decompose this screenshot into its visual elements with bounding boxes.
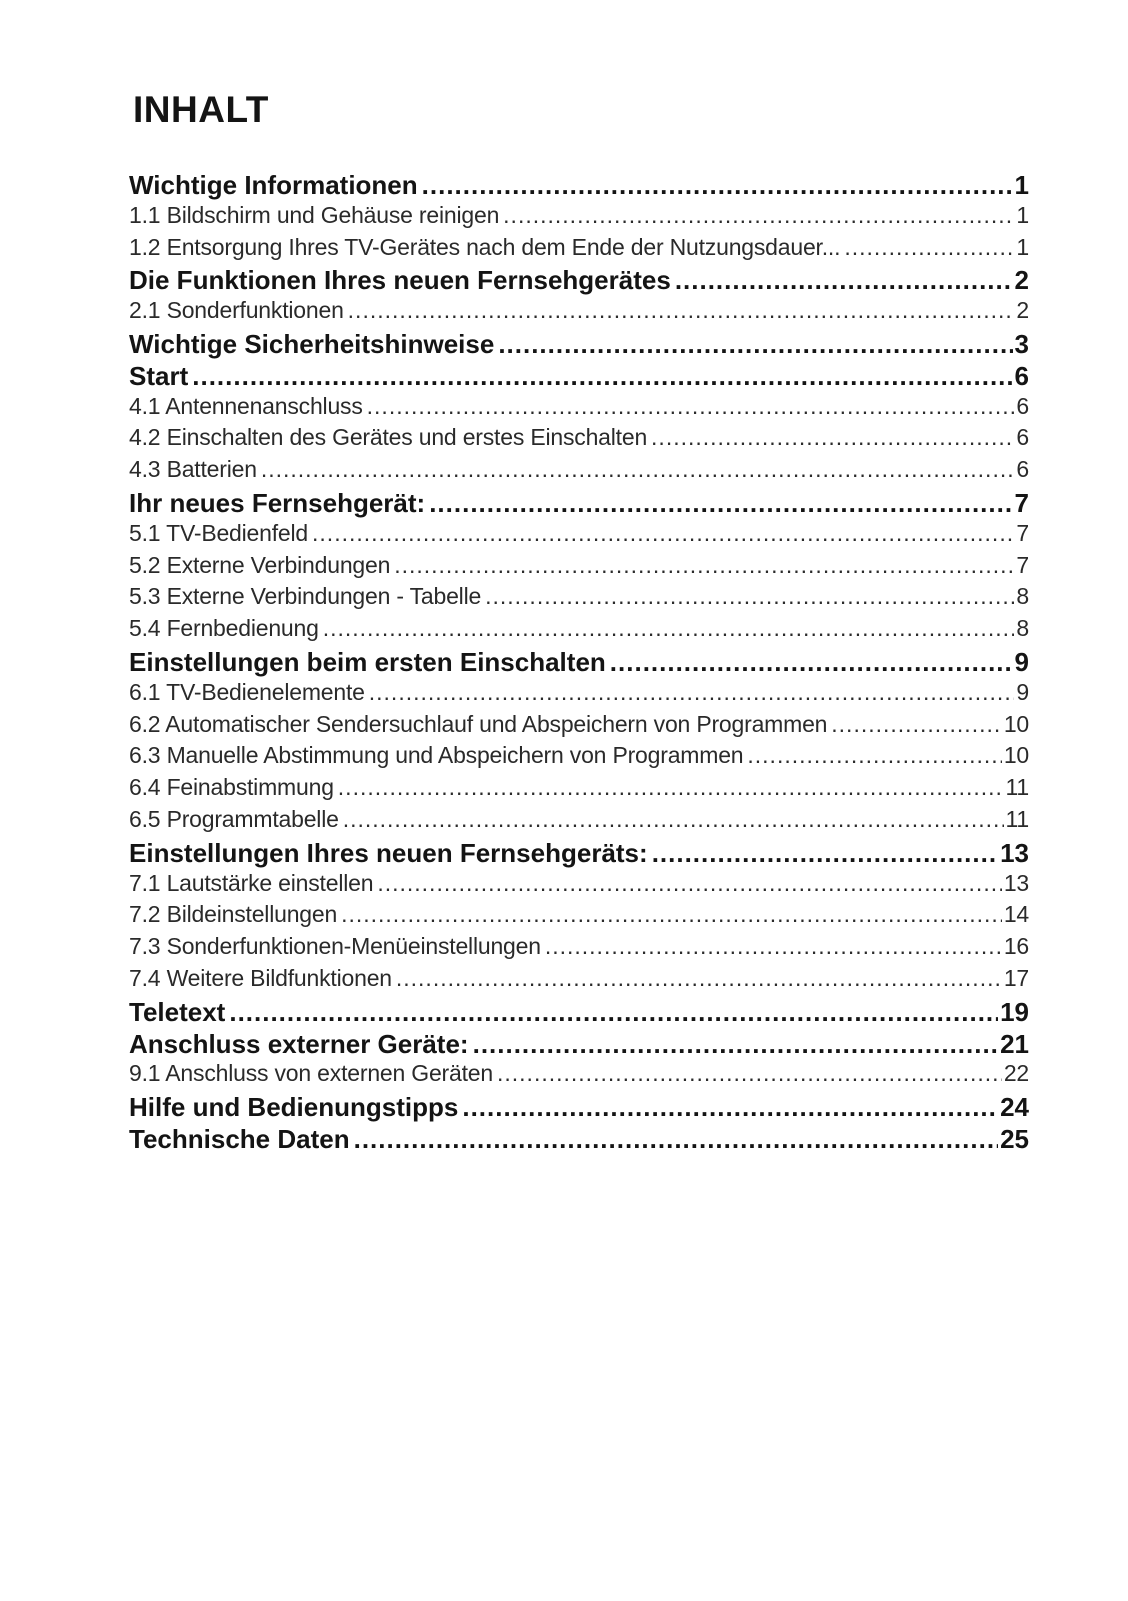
toc-entry-label: Technische Daten <box>129 1123 350 1154</box>
toc-section-entry <box>129 520 1029 552</box>
toc-dot-leader <box>610 647 1013 678</box>
toc-entry-label: 6.5 Programmtabelle <box>129 805 339 832</box>
toc-chapter-entry <box>129 265 1029 297</box>
toc-page-number: 6 <box>1014 360 1029 391</box>
toc-section-entry <box>129 552 1029 584</box>
toc-page-number: 10 <box>1003 742 1029 769</box>
toc-dot-leader <box>422 170 1013 201</box>
toc-entry-label: 7.3 Sonderfunktionen-Menüeinstellungen <box>129 933 541 960</box>
toc-entry-label: 1.1 Bildschirm und Gehäuse reinigen <box>129 201 500 228</box>
toc-section-entry <box>129 870 1029 902</box>
toc-chapter-entry <box>129 1029 1029 1061</box>
page-title: INHALT <box>133 89 269 130</box>
toc-section-entry <box>129 424 1029 456</box>
toc-dot-leader <box>323 615 1015 642</box>
toc-dot-leader <box>545 933 1002 960</box>
toc-page-number: 8 <box>1016 615 1029 642</box>
toc-dot-leader <box>338 774 1004 801</box>
toc-entry-label: Wichtige Sicherheitshinweise <box>129 328 495 359</box>
toc-page-number: 9 <box>1014 646 1029 677</box>
toc-dot-leader <box>192 361 1012 392</box>
toc-page-number: 2 <box>1016 297 1029 324</box>
toc-entry-label: 5.3 Externe Verbindungen - Tabelle <box>129 583 482 610</box>
toc-chapter-entry <box>129 170 1029 202</box>
toc-section-entry <box>129 711 1029 743</box>
toc-page-number: 8 <box>1016 583 1029 610</box>
toc-page-number: 7 <box>1014 487 1029 518</box>
toc-entry-label: 4.3 Batterien <box>129 456 257 483</box>
toc-dot-leader <box>312 520 1014 547</box>
toc-chapter-entry <box>129 329 1029 361</box>
toc-entry-label: 9.1 Anschluss von externen Geräten <box>129 1060 493 1087</box>
toc-dot-leader <box>473 1029 998 1060</box>
toc-page-number: 6 <box>1016 424 1029 451</box>
toc-dot-leader <box>343 806 1004 833</box>
toc-dot-leader <box>675 265 1013 296</box>
toc-entry-label: Hilfe und Bedienungstipps <box>129 1092 459 1123</box>
toc-dot-leader <box>498 329 1012 360</box>
toc-dot-leader <box>354 1124 998 1155</box>
toc-chapter-entry <box>129 1092 1029 1124</box>
toc-page-number: 10 <box>1003 710 1029 737</box>
toc-dot-leader <box>831 711 1002 738</box>
toc-section-entry <box>129 234 1029 266</box>
toc-page-number: 1 <box>1016 233 1029 260</box>
toc-entry-label: Wichtige Informationen <box>129 170 418 200</box>
toc-entry-label: Einstellungen Ihres neuen Fernsehgeräts: <box>129 837 648 868</box>
toc-entry-label: 6.4 Feinabstimmung <box>129 774 334 801</box>
toc-dot-leader <box>377 870 1001 897</box>
toc-page-number: 11 <box>1005 774 1029 801</box>
toc-page-number: 17 <box>1003 964 1029 991</box>
toc-page-number: 25 <box>1000 1123 1029 1154</box>
toc-page-number: 14 <box>1003 901 1029 928</box>
toc-page-number: 3 <box>1014 328 1029 359</box>
toc-entry-label: 7.2 Bildeinstellungen <box>129 901 338 928</box>
toc-page-number: 19 <box>1000 996 1029 1027</box>
toc-dot-leader <box>497 1060 1002 1087</box>
toc-page-number: 24 <box>1000 1092 1029 1123</box>
toc-chapter-entry <box>129 361 1029 393</box>
toc-entry-label: 6.3 Manuelle Abstimmung und Abspeichern von Programmen <box>129 742 744 769</box>
toc-chapter-entry <box>129 997 1029 1029</box>
toc-entry-label: 1.2 Entsorgung Ihres TV-Gerätes nach dem Ende der Nutzungsdauer... <box>129 233 841 260</box>
toc-page-number: 6 <box>1016 392 1029 419</box>
toc-dot-leader <box>229 997 998 1028</box>
toc-page-number: 13 <box>1003 869 1029 896</box>
toc-dot-leader <box>462 1092 998 1123</box>
toc-entry-label: Ihr neues Fernsehgerät: <box>129 487 426 518</box>
toc-dot-leader <box>348 297 1015 324</box>
toc-entry-label: 2.1 Sonderfunktionen <box>129 297 344 324</box>
toc-entry-label: Teletext <box>129 996 226 1027</box>
toc-section-entry <box>129 202 1029 234</box>
toc-page-number: 13 <box>1000 837 1029 868</box>
toc-section-entry <box>129 297 1029 329</box>
toc-chapter-entry <box>129 488 1029 520</box>
toc-page-number: 7 <box>1016 551 1029 578</box>
toc-entry-label: 4.2 Einschalten des Gerätes und erstes Einschalten <box>129 424 648 451</box>
toc-entry-label: Einstellungen beim ersten Einschalten <box>129 646 606 677</box>
toc-section-entry <box>129 393 1029 425</box>
toc-entry-label: 6.2 Automatischer Sendersuchlauf und Abspeichern von Programmen <box>129 710 828 737</box>
toc-section-entry <box>129 774 1029 806</box>
toc-section-entry <box>129 615 1029 647</box>
toc-dot-leader <box>485 583 1014 610</box>
toc-entry-label: 4.1 Antennenanschluss <box>129 392 363 419</box>
toc-chapter-entry <box>129 1124 1029 1156</box>
toc-page-number: 6 <box>1016 456 1029 483</box>
toc-dot-leader <box>652 838 998 869</box>
toc-entry-label: 5.1 TV-Bedienfeld <box>129 519 309 546</box>
toc-section-entry <box>129 901 1029 933</box>
toc-page-number: 1 <box>1016 201 1029 228</box>
toc-entry-label: 7.4 Weitere Bildfunktionen <box>129 964 392 991</box>
toc-dot-leader <box>369 679 1015 706</box>
toc-entry-label: 6.1 TV-Bedienelemente <box>129 678 365 705</box>
toc-dot-leader <box>341 901 1002 928</box>
toc-page-number: 16 <box>1003 933 1029 960</box>
toc-page-number: 9 <box>1016 678 1029 705</box>
toc-page-number: 7 <box>1016 519 1029 546</box>
toc-dot-leader <box>429 488 1012 519</box>
toc-page-number: 2 <box>1014 265 1029 296</box>
toc-section-entry <box>129 679 1029 711</box>
toc-entry-label: 5.4 Fernbedienung <box>129 615 319 642</box>
toc-section-entry <box>129 742 1029 774</box>
toc-page-number: 22 <box>1003 1060 1029 1087</box>
toc-page-number: 1 <box>1014 170 1029 200</box>
toc-entry-label: Anschluss externer Geräte: <box>129 1028 469 1059</box>
toc-entry-label: Start <box>129 360 189 391</box>
toc-entry-label: 7.1 Lautstärke einstellen <box>129 869 374 896</box>
toc-dot-leader <box>367 393 1015 420</box>
toc-section-entry <box>129 933 1029 965</box>
toc-dot-leader <box>844 234 1014 261</box>
toc-section-entry <box>129 583 1029 615</box>
toc-dot-leader <box>651 424 1014 451</box>
toc-entry-label: 5.2 Externe Verbindungen <box>129 551 391 578</box>
toc-section-entry <box>129 456 1029 488</box>
toc-dot-leader <box>396 965 1002 992</box>
toc-section-entry <box>129 965 1029 997</box>
toc-section-entry <box>129 806 1029 838</box>
toc-dot-leader <box>503 202 1014 229</box>
toc-dot-leader <box>261 456 1015 483</box>
toc-dot-leader <box>747 742 1001 769</box>
toc-page-number: 21 <box>1000 1028 1029 1059</box>
toc-chapter-entry <box>129 647 1029 679</box>
toc-entry-label: Die Funktionen Ihres neuen Fernsehgerätes <box>129 265 671 296</box>
toc-page-number: 11 <box>1005 805 1029 832</box>
toc-chapter-entry <box>129 838 1029 870</box>
toc-section-entry <box>129 1060 1029 1092</box>
toc-dot-leader <box>394 552 1014 579</box>
table-of-contents <box>129 170 1029 1156</box>
